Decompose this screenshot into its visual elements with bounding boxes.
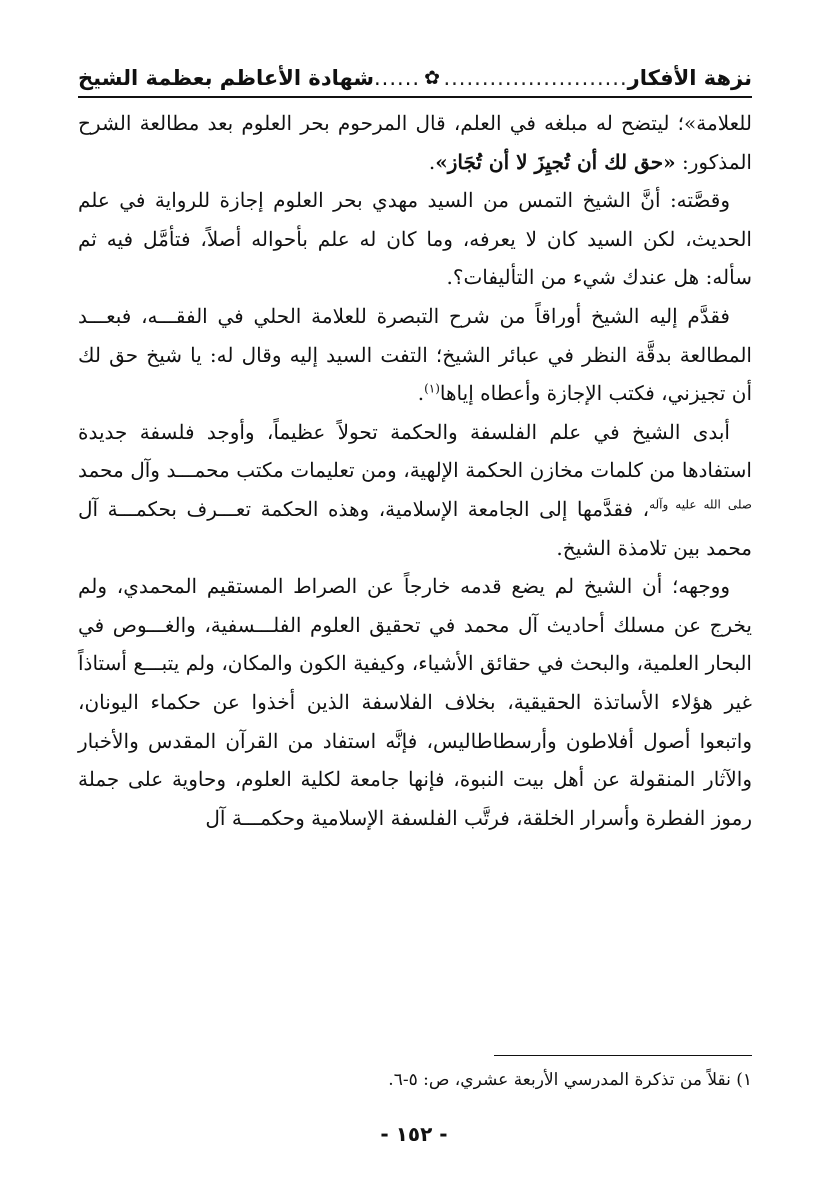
quoted-phrase: «حق لك أن تُجيِزَ لا أن تُجَاز»	[435, 149, 676, 174]
page-number: - ١٥٢ -	[380, 1122, 448, 1146]
text-segment: للعلامة»؛ ليتضح له مبلغه في العلم، قال المرحوم بحر العلوم بعد مطالعة الشرح المذكور:	[78, 111, 752, 174]
footnote-marker: (١)	[424, 381, 440, 396]
header-trailing-dots: ......	[374, 66, 421, 90]
text-segment: وقصَّته: أنَّ الشيخ التمس من السيد مهدي بحر العلوم إجازة للرواية في علم الحديث، لكن السيد كان لا يعرفه، وما كان له علم بأحواله أصلاً، فتأمَّل فيه ثم سأله: هل عندك شيء من التأليفات؟.	[78, 188, 752, 290]
paragraph	[78, 181, 752, 297]
book-title: نزهة الأفكار	[627, 66, 752, 90]
paragraph	[78, 297, 752, 413]
footnote-divider	[494, 1055, 752, 1056]
text-segment: .	[428, 149, 436, 174]
paragraph	[78, 104, 752, 181]
text-segment: ووجهه؛ أن الشيخ لم يضع قدمه خارجاً عن الصراط المستقيم المحمدي، ولم يخرج عن مسلك أحاديث آل محمد في تحقيق العلوم الفلـــسفية، والغـــوص في البحار العلمية، والبحث في حقائق الأشياء، وكيفية الكون والمكان، ولم يتبـــع أستاذاً غير هؤلاء الأساتذة الحقيقية، بخلاف الفلاسفة الذين أخذوا عن حكماء اليونان، واتبعوا أصول أفلاطون وأرسطاطاليس، فإنَّه استفاد من القرآن المقدس والأخبار والآثار المنقولة عن أهل بيت النبوة، فإنها جامعة لكلية العلوم، وحاوية على جملة رموز الفطرة وأسرار الخلقة، فرتَّب الفلسفة الإسلامية وحكمـــة آل	[78, 574, 752, 830]
paragraph	[78, 567, 752, 837]
running-header	[78, 56, 752, 98]
honorific-glyph: صلى الله عليه وآله	[649, 497, 752, 512]
footnote: ١) نقلاً من تذكرة المدرسي الأربعة عشري، ص: ٥-٦.	[388, 1070, 752, 1090]
text-segment: فقدَّم إليه الشيخ أوراقاً من شرح التبصرة للعلامة الحلي في الفقـــه، فبعـــد المطالعة بدقَّة النظر في عبائر الشيخ؛ التفت السيد إليه وقال له: يا شيخ حق لك أن تجيزني، فكتب الإجازة وأعطاه إياها	[78, 303, 752, 406]
flower-ornament-icon: ✿	[424, 67, 440, 89]
text-segment: أبدى الشيخ في علم الفلسفة والحكمة تحولاً عظيماً، وأوجد فلسفة جديدة استفادها من كلمات مخازن الحكمة الإلهية، ومن تعليمات مكتب محمـــد وآل محمد	[78, 419, 752, 483]
text-segment: ، فقدَّمها إلى الجامعة الإسلامية، وهذه الحكمة تعـــرف بحكمـــة آل محمد بين تلامذة الشيخ.	[78, 496, 752, 560]
main-text	[78, 104, 752, 837]
section-title: شهادة الأعاظم بعظمة الشيخ	[78, 66, 374, 90]
header-leader-dots	[444, 60, 628, 96]
paragraph	[78, 413, 752, 567]
text-segment: .	[417, 381, 425, 406]
